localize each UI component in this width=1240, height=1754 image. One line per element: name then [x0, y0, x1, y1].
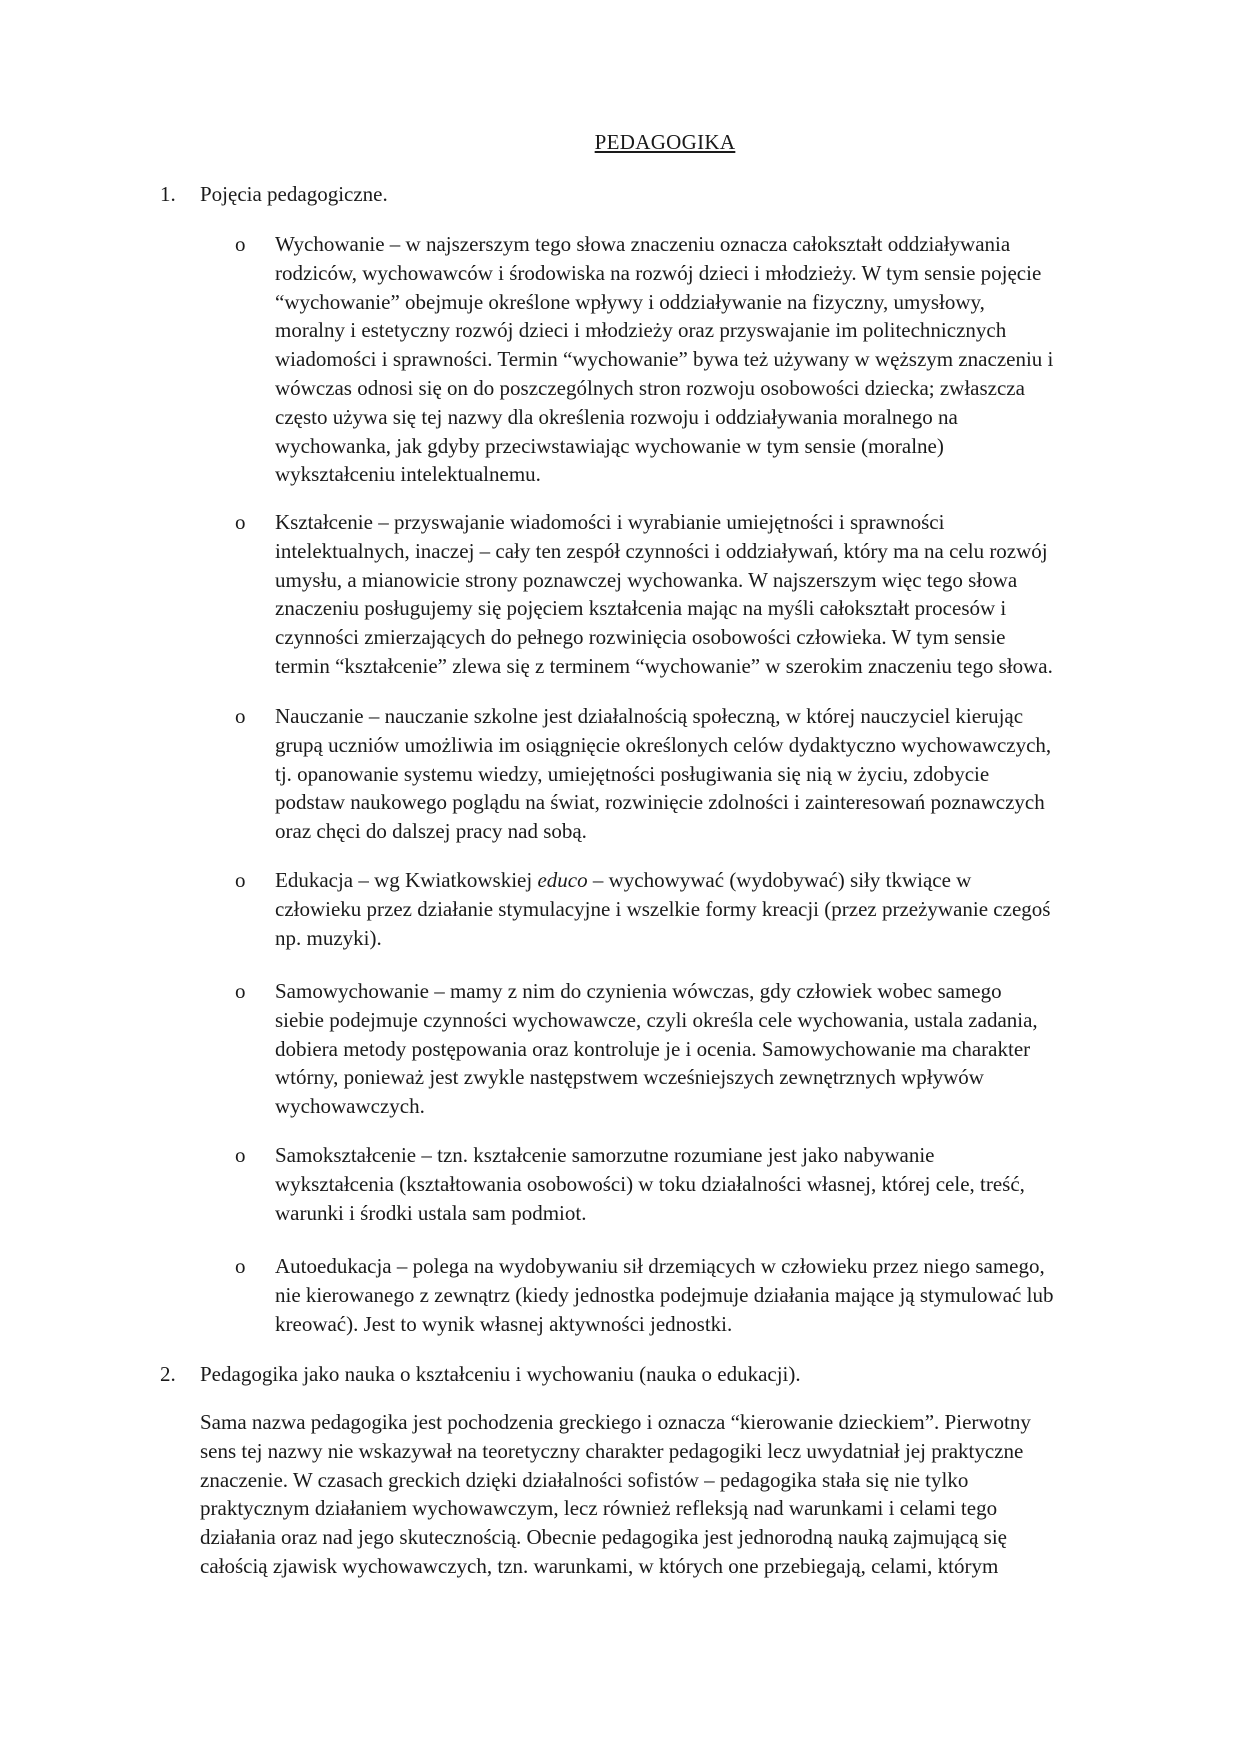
text-line: znaczeniu posługujemy się pojęciem kształcenia mając na myśli całokształt procesów i — [275, 596, 1007, 621]
text-line: wychowanka, jak gdyby przeciwstawiając wychowanie w tym sensie (moralne) — [275, 433, 944, 458]
text-line: wówczas odnosi się on do poszczególnych stron rozwoju osobowości dziecka; zwłaszcza — [275, 375, 1025, 400]
text-line: całością zjawisk wychowawczych, tzn. warunkami, w których one przebiegają, celami, którym — [200, 1553, 999, 1578]
bullet-marker: o — [235, 704, 246, 728]
text-line: Samokształcenie – tzn. kształcenie samorzutne rozumiane jest jako nabywanie — [275, 1143, 935, 1167]
section-heading-text: Pojęcia pedagogiczne. — [200, 182, 388, 206]
text-run: – wychowywać (wydobywać) siły tkwiące w — [587, 868, 972, 892]
text-run: Edukacja – wg Kwiatkowskiej — [275, 868, 538, 892]
text-line: często używa się tej nazwy dla określenia rozwoju i oddziaływania moralnego na — [275, 404, 958, 429]
text-line: siebie podejmuje czynności wychowawcze, czyli określa cele wychowania, ustala zadania, — [275, 1007, 1038, 1032]
text-line: tj. opanowanie systemu wiedzy, umiejętności posługiwania się nią w życiu, zdobycie — [275, 761, 990, 786]
bullet-marker: o — [235, 232, 246, 256]
text-line: oraz chęci do dalszej pracy nad sobą. — [275, 819, 587, 844]
text-line: znaczenie. W czasach greckich dzięki działalności sofistów – pedagogika stała się nie tylko — [200, 1467, 969, 1492]
text-line — [275, 866, 1205, 895]
bullet-item-nauczanie — [235, 702, 1205, 846]
bullet-item-edukacja — [235, 866, 1205, 952]
text-line: działania oraz nad jego skutecznością. Obecnie pedagogika jest jednorodną nauką zajmującą się — [200, 1525, 1007, 1550]
section-heading-1 — [160, 180, 388, 209]
section-2-paragraph — [200, 1408, 1200, 1581]
bullet-marker: o — [235, 868, 246, 892]
text-line: dobiera metody postępowania oraz kontroluje je i ocenia. Samowychowanie ma charakter — [275, 1036, 1031, 1061]
bullet-item-ksztalcenie — [235, 508, 1205, 681]
bullet-item-samoksztalcenie — [235, 1141, 1205, 1227]
bullet-text — [275, 866, 1205, 952]
latin-term: educo — [537, 868, 588, 892]
bullet-text — [275, 508, 1205, 681]
text-line: Wychowanie – w najszerszym tego słowa znaczeniu oznacza całokształt oddziaływania — [275, 232, 1011, 256]
bullet-text — [275, 702, 1205, 846]
bullet-marker: o — [235, 510, 246, 534]
document-title: PEDAGOGIKA — [594, 130, 736, 154]
text-line: Sama nazwa pedagogika jest pochodzenia greckiego i oznacza “kierowanie dzieckiem”. Pierwotny — [200, 1410, 1031, 1434]
bullet-text — [275, 1252, 1205, 1338]
text-line: wtórny, ponieważ jest zwykle następstwem wcześniejszych zewnętrznych wpływów — [275, 1065, 984, 1090]
section-number: 1. — [160, 182, 176, 206]
text-line: moralny i estetyczny rozwój dzieci i młodzieży oraz przyswajanie im politechnicznych — [275, 318, 1007, 343]
section-heading-text: Pedagogika jako nauka o kształceniu i wychowaniu (nauka o edukacji). — [200, 1362, 801, 1386]
text-line: Samowychowanie – mamy z nim do czynienia wówczas, gdy człowiek wobec samego — [275, 979, 1002, 1003]
text-line: czynności zmierzających do pełnego rozwinięcia osobowości człowieka. W tym sensie — [275, 625, 1006, 650]
text-line: wykształceniu intelektualnemu. — [275, 462, 541, 487]
text-line: praktycznym działaniem wychowawczym, lecz również refleksją nad warunkami i celami tego — [200, 1496, 998, 1521]
text-line: sens tej nazwy nie wskazywał na teoretyczny charakter pedagogiki lecz uwydatniał jej praktyczne — [200, 1438, 1024, 1463]
text-line: kreować). Jest to wynik własnej aktywności jednostki. — [275, 1311, 733, 1336]
text-line: wychowawczych. — [275, 1094, 425, 1119]
section-heading-2 — [160, 1360, 801, 1389]
bullet-text — [275, 977, 1205, 1121]
text-line: rodziców, wychowawców i środowiska na rozwój dzieci i młodzieży. W tym sensie pojęcie — [275, 260, 1042, 285]
text-line: intelektualnych, inaczej – cały ten zespół czynności i oddziaływań, który ma na celu rozwój — [275, 538, 1048, 563]
bullet-marker: o — [235, 979, 246, 1003]
text-line: wykształcenia (kształtowania osobowości) w toku działalności własnej, której cele, treść, — [275, 1171, 1025, 1196]
bullet-marker: o — [235, 1143, 246, 1167]
text-line: “wychowanie” obejmuje określone wpływy i oddziaływanie na fizyczny, umysłowy, — [275, 289, 985, 314]
bullet-marker: o — [235, 1254, 246, 1278]
bullet-text — [275, 1141, 1205, 1227]
text-line: Kształcenie – przyswajanie wiadomości i wyrabianie umiejętności i sprawności — [275, 510, 945, 534]
text-line: umysłu, a mianowicie strony poznawczej wychowanka. W najszerszym więc tego słowa — [275, 567, 1018, 592]
text-line: grupą uczniów umożliwia im osiągnięcie określonych celów dydaktyczno wychowawczych, — [275, 732, 1052, 757]
text-line: termin “kształcenie” zlewa się z terminem “wychowanie” w szerokim znaczeniu tego słowa. — [275, 653, 1053, 678]
bullet-item-autoedukacja — [235, 1252, 1205, 1338]
section-number: 2. — [160, 1362, 176, 1386]
text-line: Autoedukacja – polega na wydobywaniu sił drzemiących w człowieku przez niego samego, — [275, 1254, 1045, 1278]
text-line: podstaw naukowego poglądu na świat, rozwinięcie zdolności i zainteresowań poznawczych — [275, 790, 1045, 815]
text-line: człowieku przez działanie stymulacyjne i wszelkie formy kreacji (przez przeżywanie czegoś — [275, 896, 1051, 921]
bullet-text — [275, 230, 1205, 489]
text-line: nie kierowanego z zewnątrz (kiedy jednostka podejmuje działania mające ją stymulować lub — [275, 1282, 1054, 1307]
text-line: np. muzyki). — [275, 925, 382, 950]
bullet-item-wychowanie — [235, 230, 1205, 489]
text-line: Nauczanie – nauczanie szkolne jest działalnością społeczną, w której nauczyciel kierując — [275, 704, 1024, 728]
text-line: warunki i środki ustala sam podmiot. — [275, 1200, 587, 1225]
bullet-item-samowychowanie — [235, 977, 1205, 1121]
text-line: wiadomości i sprawności. Termin “wychowanie” bywa też używany w węższym znaczeniu i — [275, 347, 1054, 372]
